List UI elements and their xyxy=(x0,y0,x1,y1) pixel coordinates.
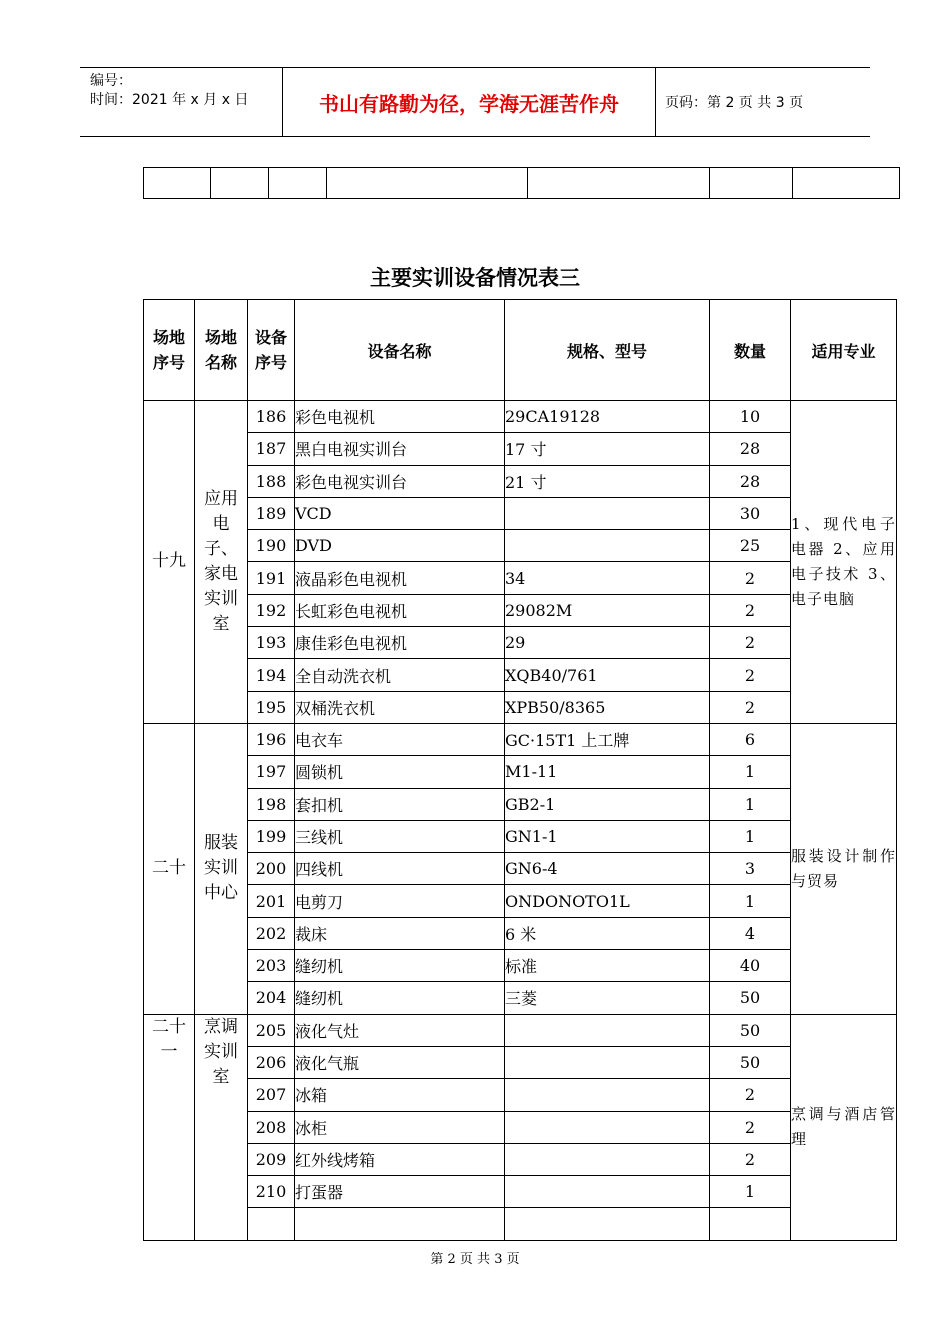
date-label: 时间：2021 年 x 月 x 日 xyxy=(90,92,249,108)
equipment-name: 三线机 xyxy=(295,820,505,852)
equipment-name: 长虹彩色电视机 xyxy=(295,594,505,626)
equipment-quantity: 2 xyxy=(710,1111,791,1143)
equipment-spec: ONDONOTO1L xyxy=(505,885,710,917)
equipment-number: 192 xyxy=(248,594,295,626)
previous-table-stub xyxy=(143,167,900,199)
equipment-spec: 标准 xyxy=(505,950,710,982)
page-footer: 第 2 页 共 3 页 xyxy=(430,1252,520,1267)
table-row xyxy=(144,1079,897,1111)
equipment-quantity: 2 xyxy=(710,562,791,594)
table-row xyxy=(144,627,897,659)
applicable-major: 烹调与酒店管理 xyxy=(791,1014,897,1240)
equipment-quantity: 2 xyxy=(710,594,791,626)
table-row xyxy=(144,1208,897,1240)
equipment-number: 193 xyxy=(248,627,295,659)
equipment-quantity: 1 xyxy=(710,885,791,917)
table-row xyxy=(144,950,897,982)
table-row xyxy=(144,401,897,433)
equipment-name: 红外线烤箱 xyxy=(295,1143,505,1175)
table-row xyxy=(144,756,897,788)
equipment-spec xyxy=(505,1111,710,1143)
equipment-spec xyxy=(505,1143,710,1175)
equipment-quantity xyxy=(710,1208,791,1240)
equipment-spec: 34 xyxy=(505,562,710,594)
equipment-name: 打蛋器 xyxy=(295,1176,505,1208)
equipment-spec: XQB40/761 xyxy=(505,659,710,691)
equipment-quantity: 40 xyxy=(710,950,791,982)
applicable-major: 1、现代电子电器 2、应用电子技术 3、电子电脑 xyxy=(791,401,897,724)
equipment-number: 199 xyxy=(248,820,295,852)
equipment-number: 204 xyxy=(248,982,295,1014)
equipment-spec: 29 xyxy=(505,627,710,659)
table-body xyxy=(144,401,897,1241)
col-equip-no: 设备序号 xyxy=(248,300,295,401)
col-site-no: 场地序号 xyxy=(144,300,195,401)
equipment-quantity: 30 xyxy=(710,497,791,529)
equipment-number: 197 xyxy=(248,756,295,788)
table-row xyxy=(144,530,897,562)
equipment-name: 缝纫机 xyxy=(295,982,505,1014)
equipment-spec: 21 寸 xyxy=(505,465,710,497)
equipment-name: 套扣机 xyxy=(295,788,505,820)
equipment-number: 187 xyxy=(248,433,295,465)
table-row xyxy=(144,820,897,852)
equipment-spec xyxy=(505,497,710,529)
site-name: 服装实训中心 xyxy=(195,723,248,1014)
equipment-quantity: 1 xyxy=(710,820,791,852)
equipment-spec: GN1-1 xyxy=(505,820,710,852)
equipment-spec: 17 寸 xyxy=(505,433,710,465)
table-row xyxy=(144,982,897,1014)
equipment-number: 196 xyxy=(248,723,295,755)
equipment-spec: GC·15T1 上工牌 xyxy=(505,723,710,755)
equipment-spec: GN6-4 xyxy=(505,853,710,885)
equipment-number: 207 xyxy=(248,1079,295,1111)
col-major: 适用专业 xyxy=(791,300,897,401)
equipment-number: 186 xyxy=(248,401,295,433)
equipment-number: 203 xyxy=(248,950,295,982)
equipment-name xyxy=(295,1208,505,1240)
equipment-spec xyxy=(505,1046,710,1078)
code-label: 编号： xyxy=(90,73,132,89)
equipment-quantity: 50 xyxy=(710,982,791,1014)
equipment-name: 黑白电视实训台 xyxy=(295,433,505,465)
equipment-spec: GB2-1 xyxy=(505,788,710,820)
equipment-quantity: 2 xyxy=(710,659,791,691)
equipment-spec xyxy=(505,1079,710,1111)
equipment-quantity: 4 xyxy=(710,917,791,949)
equipment-quantity: 10 xyxy=(710,401,791,433)
equipment-number: 195 xyxy=(248,691,295,723)
table-row xyxy=(144,594,897,626)
equipment-quantity: 6 xyxy=(710,723,791,755)
equipment-name: 彩色电视机 xyxy=(295,401,505,433)
equipment-quantity: 2 xyxy=(710,627,791,659)
equipment-name: 缝纫机 xyxy=(295,950,505,982)
equipment-name: 四线机 xyxy=(295,853,505,885)
equipment-number: 198 xyxy=(248,788,295,820)
equipment-name: 冰箱 xyxy=(295,1079,505,1111)
equipment-spec xyxy=(505,1208,710,1240)
table-header-row xyxy=(144,300,897,401)
equipment-number: 202 xyxy=(248,917,295,949)
equipment-name: 液化气灶 xyxy=(295,1014,505,1046)
equipment-quantity: 1 xyxy=(710,788,791,820)
equipment-spec: 三菱 xyxy=(505,982,710,1014)
table-row xyxy=(144,853,897,885)
table-row xyxy=(144,1143,897,1175)
equipment-quantity: 3 xyxy=(710,853,791,885)
site-number: 十九 xyxy=(144,401,195,724)
equipment-number: 205 xyxy=(248,1014,295,1046)
equipment-quantity: 50 xyxy=(710,1046,791,1078)
equipment-number: 189 xyxy=(248,497,295,529)
equipment-name: 液晶彩色电视机 xyxy=(295,562,505,594)
page-header xyxy=(80,67,870,137)
equipment-number: 190 xyxy=(248,530,295,562)
equipment-quantity: 50 xyxy=(710,1014,791,1046)
equipment-name: 电剪刀 xyxy=(295,885,505,917)
table-row xyxy=(144,788,897,820)
table-row xyxy=(144,1046,897,1078)
equipment-quantity: 2 xyxy=(710,1143,791,1175)
equipment-spec: 6 米 xyxy=(505,917,710,949)
equipment-number: 191 xyxy=(248,562,295,594)
equipment-spec: M1-11 xyxy=(505,756,710,788)
table-row xyxy=(144,659,897,691)
site-number: 二十 xyxy=(144,723,195,1014)
equipment-quantity: 25 xyxy=(710,530,791,562)
col-qty: 数量 xyxy=(710,300,791,401)
equipment-quantity: 2 xyxy=(710,1079,791,1111)
table-row xyxy=(144,723,897,755)
equipment-name: 裁床 xyxy=(295,917,505,949)
table-row xyxy=(144,433,897,465)
header-meta xyxy=(80,68,283,136)
equipment-name: 康佳彩色电视机 xyxy=(295,627,505,659)
equipment-number: 209 xyxy=(248,1143,295,1175)
table-row xyxy=(144,917,897,949)
col-site-name: 场地名称 xyxy=(195,300,248,401)
table-row xyxy=(144,1014,897,1046)
equipment-name: 冰柜 xyxy=(295,1111,505,1143)
equipment-number: 200 xyxy=(248,853,295,885)
equipment-quantity: 28 xyxy=(710,433,791,465)
header-motto: 书山有路勤为径，学海无涯苦作舟 xyxy=(283,68,656,136)
equipment-spec xyxy=(505,1176,710,1208)
equipment-number: 188 xyxy=(248,465,295,497)
table-row xyxy=(144,691,897,723)
table-row xyxy=(144,1111,897,1143)
equipment-spec xyxy=(505,1014,710,1046)
col-equip-name: 设备名称 xyxy=(295,300,505,401)
equipment-quantity: 28 xyxy=(710,465,791,497)
table-row xyxy=(144,562,897,594)
equipment-number: 201 xyxy=(248,885,295,917)
equipment-spec: 29082M xyxy=(505,594,710,626)
equipment-spec: XPB50/8365 xyxy=(505,691,710,723)
equipment-number xyxy=(248,1208,295,1240)
equipment-table xyxy=(143,299,897,1241)
equipment-name: 圆锁机 xyxy=(295,756,505,788)
table-row xyxy=(144,885,897,917)
equipment-spec: 29CA19128 xyxy=(505,401,710,433)
equipment-spec xyxy=(505,530,710,562)
table-row xyxy=(144,497,897,529)
equipment-number: 194 xyxy=(248,659,295,691)
equipment-number: 206 xyxy=(248,1046,295,1078)
equipment-name: 液化气瓶 xyxy=(295,1046,505,1078)
header-page-label: 页码：第 2 页 共 3 页 xyxy=(665,95,804,111)
equipment-name: DVD xyxy=(295,530,505,562)
equipment-number: 208 xyxy=(248,1111,295,1143)
equipment-quantity: 1 xyxy=(710,1176,791,1208)
site-number: 二十一 xyxy=(144,1014,195,1240)
equipment-name: 彩色电视实训台 xyxy=(295,465,505,497)
equipment-name: VCD xyxy=(295,497,505,529)
equipment-name: 双桶洗衣机 xyxy=(295,691,505,723)
equipment-quantity: 2 xyxy=(710,691,791,723)
equipment-name: 电衣车 xyxy=(295,723,505,755)
col-spec: 规格、型号 xyxy=(505,300,710,401)
applicable-major: 服装设计制作与贸易 xyxy=(791,723,897,1014)
table-title: 主要实训设备情况表三 xyxy=(370,266,580,290)
equipment-quantity: 1 xyxy=(710,756,791,788)
site-name: 烹调实训室 xyxy=(195,1014,248,1240)
table-row xyxy=(144,465,897,497)
equipment-name: 全自动洗衣机 xyxy=(295,659,505,691)
equipment-number: 210 xyxy=(248,1176,295,1208)
site-name: 应用电子、家电实训室 xyxy=(195,401,248,724)
table-row xyxy=(144,1176,897,1208)
